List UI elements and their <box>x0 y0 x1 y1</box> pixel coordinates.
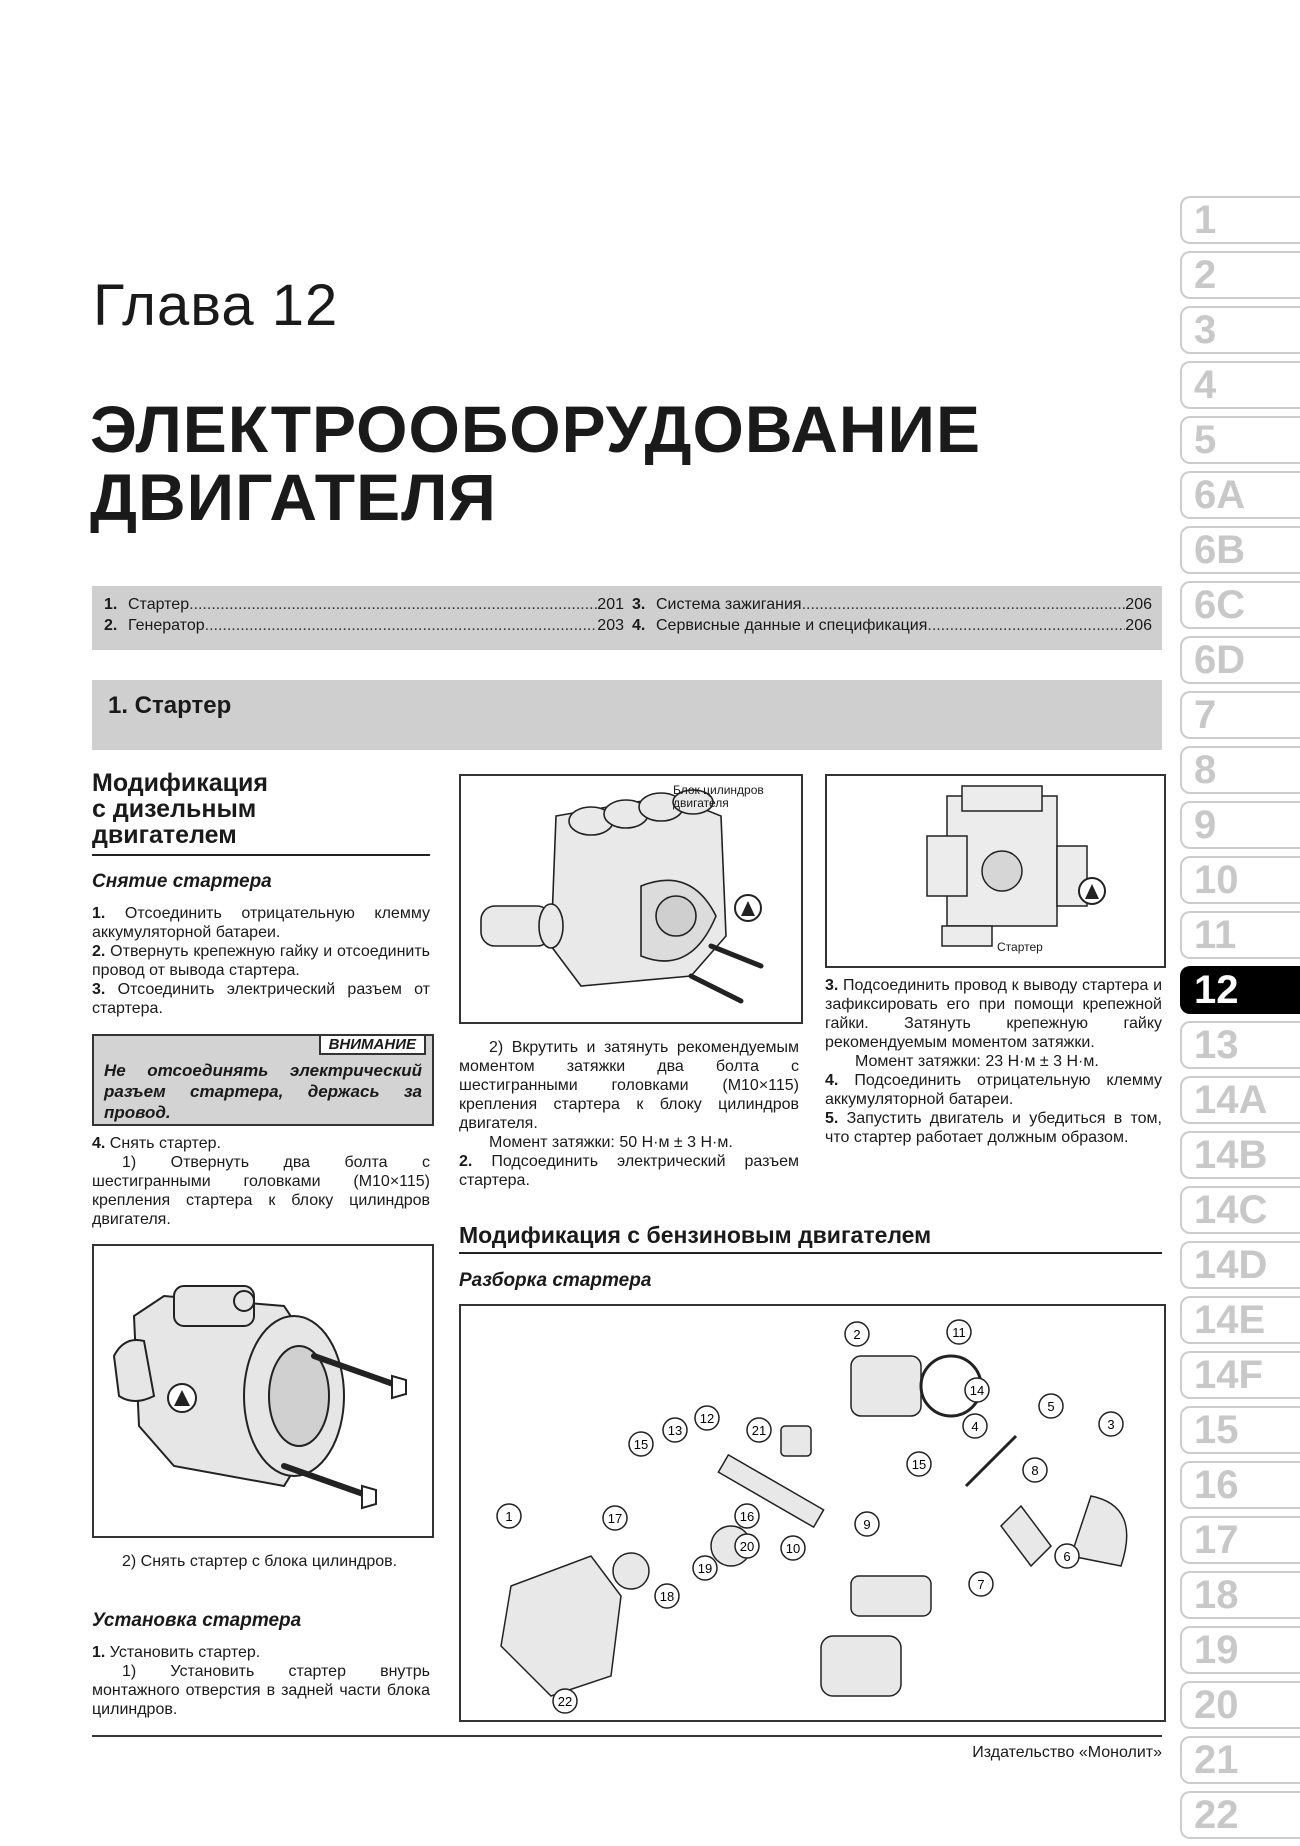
section-header <box>92 680 1162 750</box>
diesel-heading-line: Модификация <box>92 769 268 797</box>
callout-22 <box>553 1689 577 1713</box>
chapter-tab-4[interactable]: 4 <box>1180 361 1300 409</box>
callout-15b <box>629 1432 653 1456</box>
chapter-tab-6C[interactable]: 6C <box>1180 581 1300 629</box>
svg-text:22: 22 <box>557 1694 573 1709</box>
svg-text:2: 2 <box>853 1327 861 1342</box>
svg-text:9: 9 <box>863 1517 871 1532</box>
chapter-tab-17[interactable]: 17 <box>1180 1516 1300 1564</box>
svg-text:5: 5 <box>1047 1399 1055 1414</box>
svg-text:14: 14 <box>969 1383 985 1398</box>
chapter-tab-13[interactable]: 13 <box>1180 1021 1300 1069</box>
svg-text:11: 11 <box>952 1325 966 1340</box>
callout-21 <box>747 1418 771 1442</box>
callout-7 <box>969 1572 993 1596</box>
svg-text:6: 6 <box>1063 1549 1071 1564</box>
install-steps: 1. Установить стартер. 1) Установить стартер внутрь монтажного отверстия в задней части блока цилиндров. <box>92 1644 430 1718</box>
diesel-heading-line: двигателем <box>92 821 237 849</box>
svg-text:16: 16 <box>739 1509 755 1524</box>
toc-item[interactable]: 1. Стартер ..... 201 <box>104 594 624 615</box>
callout-18 <box>655 1584 679 1608</box>
chapter-tab-10[interactable]: 10 <box>1180 856 1300 904</box>
step4-text: 4. Снять стартер. 1) Отвернуть два болта с шестигранными головками (М10×115) крепления стартера к блоку цилиндров двигателя. <box>92 1135 430 1228</box>
chapter-toc <box>92 586 1162 650</box>
svg-text:8: 8 <box>1031 1463 1039 1478</box>
svg-text:18: 18 <box>659 1589 675 1604</box>
section-title: 1. Стартер <box>108 692 232 719</box>
warning-text: Не отсоединять электрический разъем стартера, держась за провод. <box>104 1061 422 1122</box>
chapter-tab-16[interactable]: 16 <box>1180 1461 1300 1509</box>
chapter-tab-6B[interactable]: 6B <box>1180 526 1300 574</box>
svg-text:17: 17 <box>607 1511 623 1526</box>
disassembly-heading: Разборка стартера <box>459 1270 652 1291</box>
chapter-tab-9[interactable]: 9 <box>1180 801 1300 849</box>
chapter-tab-8[interactable]: 8 <box>1180 746 1300 794</box>
starter-location-figure <box>825 774 1166 968</box>
warning-box <box>92 1034 434 1126</box>
callout-13 <box>663 1418 687 1442</box>
svg-text:7: 7 <box>977 1577 985 1592</box>
svg-text:21: 21 <box>751 1423 767 1438</box>
callout-3 <box>1099 1412 1123 1436</box>
callout-11 <box>947 1320 971 1344</box>
chapter-tab-12[interactable]: 12 <box>1180 966 1300 1014</box>
chapter-tab-2[interactable]: 2 <box>1180 251 1300 299</box>
chapter-tab-14A[interactable]: 14A <box>1180 1076 1300 1124</box>
removal-heading: Снятие стартера <box>92 871 272 892</box>
removal-steps: 1. Отсоединить отрицательную клемму аккумуляторной батареи. 2. Отвернуть крепежную гайку и отсоединить провод от вывода стартера. 3. Отсоединить электрический разъем от стартера. <box>92 905 431 1017</box>
middle-text: 2) Вкрутить и затянуть рекомендуемым моментом затяжки два болта с шестигранными головками (М10×115) крепления стартера к блоку цилиндров двигателя. Момент затяжки: 50 Н·м ± 3 Н·м. 2. Подсоединить электрический разъем стартера. <box>459 1039 799 1189</box>
callout-2 <box>845 1322 869 1346</box>
chapter-tab-5[interactable]: 5 <box>1180 416 1300 464</box>
callout-6 <box>1055 1544 1079 1568</box>
step4-2-text: 2) Снять стартер с блока цилиндров. <box>122 1553 398 1570</box>
callout-8 <box>1023 1458 1047 1482</box>
starter-location-caption: Стартер <box>997 940 1043 954</box>
chapter-tab-22[interactable]: 22 <box>1180 1791 1300 1839</box>
chapter-title-line2: ДВИГАТЕЛЯ <box>90 460 497 534</box>
chapter-tab-15[interactable]: 15 <box>1180 1406 1300 1454</box>
svg-text:20: 20 <box>739 1539 755 1554</box>
chapter-label: Глава 12 <box>93 273 339 338</box>
toc-item[interactable]: 4. Сервисные данные и спецификация ..... 206 <box>632 615 1152 636</box>
svg-text:15: 15 <box>633 1437 649 1452</box>
exploded-view-figure <box>459 1304 1166 1722</box>
warning-label: ВНИМАНИЕ <box>319 1034 426 1055</box>
callout-10 <box>781 1536 805 1560</box>
chapter-tab-3[interactable]: 3 <box>1180 306 1300 354</box>
callout-20 <box>735 1534 759 1558</box>
chapter-tab-1[interactable]: 1 <box>1180 196 1300 244</box>
petrol-heading: Модификация с бензиновым двигателем <box>459 1222 1162 1254</box>
right-text: 3. Подсоединить провод к выводу стартера и зафиксировать его при помощи крепежной гайки. Затянуть крепежную гайку рекомендуемым моментом затяжки. Момент затяжки: 23 Н·м ± 3 Н·м. 4. Подсоединить отрицательную клемму аккумуляторной батареи. 5. Запустить двигатель и убедиться в том, что стартер работает должным образом. <box>825 977 1163 1146</box>
chapter-tab-7[interactable]: 7 <box>1180 691 1300 739</box>
chapter-tab-6D[interactable]: 6D <box>1180 636 1300 684</box>
chapter-tab-6A[interactable]: 6A <box>1180 471 1300 519</box>
chapter-tab-11[interactable]: 11 <box>1180 911 1300 959</box>
svg-text:10: 10 <box>785 1541 801 1556</box>
chapter-tab-20[interactable]: 20 <box>1180 1681 1300 1729</box>
chapter-tab-14D[interactable]: 14D <box>1180 1241 1300 1289</box>
callout-4 <box>963 1414 987 1438</box>
engine-block-figure <box>459 774 803 1024</box>
toc-item[interactable]: 3. Система зажигания ..... 206 <box>632 594 1152 615</box>
diesel-heading-line: с дизельным <box>92 795 257 823</box>
diesel-heading <box>92 770 430 856</box>
engine-block-caption: Блок цилиндров двигателя <box>673 783 764 810</box>
callout-9 <box>855 1512 879 1536</box>
chapter-title-line1: ЭЛЕКТРООБОРУДОВАНИЕ <box>90 392 981 466</box>
callout-14 <box>965 1378 989 1402</box>
svg-text:13: 13 <box>667 1423 683 1438</box>
monolit-logo-icon <box>1079 878 1105 904</box>
chapter-tab-14B[interactable]: 14B <box>1180 1131 1300 1179</box>
monolit-logo-icon <box>735 895 761 921</box>
callout-19 <box>693 1556 717 1580</box>
starter-illustration <box>94 1246 432 1536</box>
footer-publisher: Издательство «Монолит» <box>972 1744 1162 1761</box>
toc-item[interactable]: 2. Генератор ..... 203 <box>104 615 624 636</box>
svg-text:4: 4 <box>971 1419 979 1434</box>
engine-block-illustration <box>461 776 801 1022</box>
callout-16 <box>735 1504 759 1528</box>
callout-layer <box>461 1306 1164 1720</box>
callout-1 <box>497 1504 521 1528</box>
chapter-tabs <box>1180 196 1300 1846</box>
chapter-title <box>90 392 981 534</box>
monolit-logo-icon <box>168 1384 196 1412</box>
footer-divider <box>92 1735 1162 1737</box>
chapter-tab-14F[interactable]: 14F <box>1180 1351 1300 1399</box>
svg-text:3: 3 <box>1107 1417 1115 1432</box>
svg-text:12: 12 <box>699 1411 715 1426</box>
svg-text:19: 19 <box>697 1561 713 1576</box>
chapter-tab-14E[interactable]: 14E <box>1180 1296 1300 1344</box>
callout-5 <box>1039 1394 1063 1418</box>
chapter-tab-18[interactable]: 18 <box>1180 1571 1300 1619</box>
callout-17 <box>603 1506 627 1530</box>
svg-text:1: 1 <box>505 1509 513 1524</box>
callout-15 <box>907 1452 931 1476</box>
chapter-tab-21[interactable]: 21 <box>1180 1736 1300 1784</box>
callout-12 <box>695 1406 719 1430</box>
chapter-tab-14C[interactable]: 14C <box>1180 1186 1300 1234</box>
svg-text:15: 15 <box>911 1457 927 1472</box>
starter-location-illustration <box>827 776 1164 966</box>
starter-figure <box>92 1244 434 1538</box>
install-heading: Установка стартера <box>92 1610 302 1631</box>
chapter-tab-19[interactable]: 19 <box>1180 1626 1300 1674</box>
